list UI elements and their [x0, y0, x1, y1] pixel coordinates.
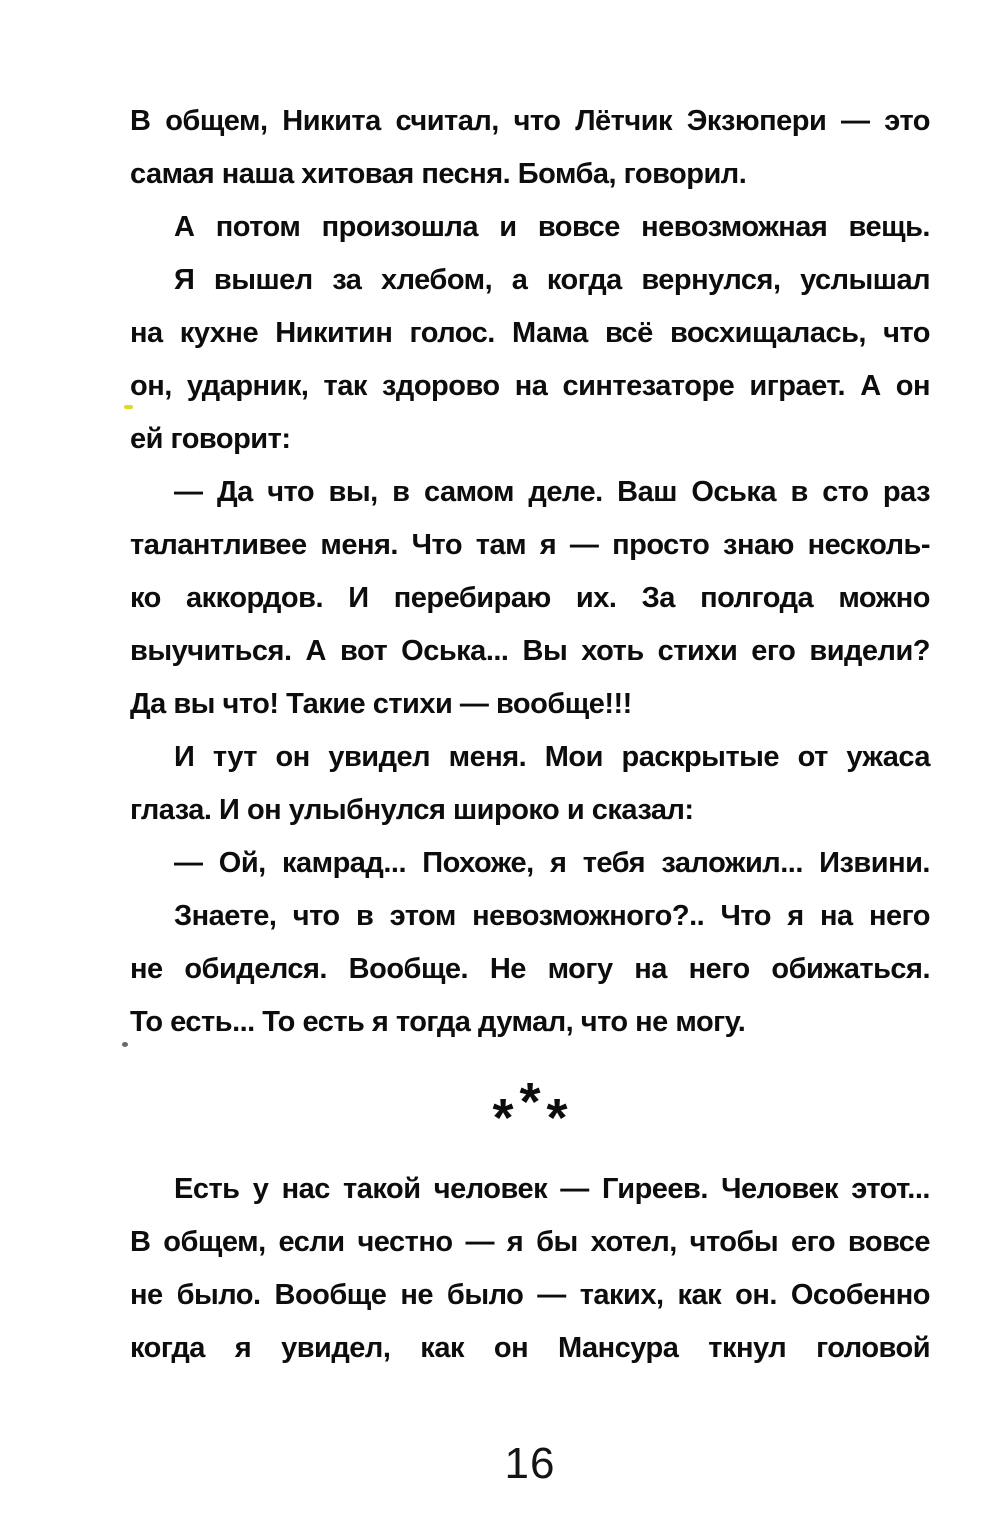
text-line: самая наша хитовая песня. Бомба, говорил. [130, 158, 747, 190]
text-line: выучиться. А вот Оська... Вы хоть стихи его видели? [130, 635, 931, 667]
text-line: он, ударник, так здорово на синтезаторе играет. А он [130, 370, 930, 402]
asterisk-right: * [546, 1088, 568, 1148]
paragraphs-before-separator [130, 95, 930, 1049]
text-line: — Да что вы, в самом деле. Ваш Оська в сто раз [174, 476, 931, 508]
text-line: талантливее меня. Что там я — просто знаю несколь- [130, 529, 930, 561]
text-line: То есть... То есть я тогда думал, что не могу. [130, 1006, 746, 1038]
text-line: Да вы что! Такие стихи — вообще!!! [130, 688, 632, 720]
text-line: В общем, Никита считал, что Лётчик Экзюпери — это [130, 105, 930, 137]
scan-artifact-dot [122, 1042, 128, 1047]
section-separator [130, 1049, 930, 1163]
text-line: В общем, если честно — я бы хотел, чтобы его вовсе [130, 1226, 930, 1258]
text-line: И тут он увидел меня. Мои раскрытые от ужаса [174, 741, 930, 773]
text-line: ей говорит: [130, 423, 291, 455]
page-number: 16 [504, 1439, 556, 1488]
text-line: Я вышел за хлебом, а когда вернулся, услышал [174, 264, 931, 296]
text-line: ко аккордов. И перебираю их. За полгода можно [130, 582, 931, 614]
text-line: не обиделся. Вообще. Не могу на него обижаться. [130, 953, 930, 985]
text-block [130, 95, 930, 1375]
text-line: Знаете, что в этом невозможного?.. Что я на него [174, 900, 930, 932]
text-line: А потом произошла и вовсе невозможная вещь. [174, 211, 930, 243]
text-line: на кухне Никитин голос. Мама всё восхищалась, что [130, 317, 930, 349]
asterisk-left: * [492, 1088, 514, 1148]
text-line: глаза. И он улыбнулся широко и сказал: [130, 794, 694, 826]
text-line: не было. Вообще не было — таких, как он. Особенно [130, 1279, 931, 1311]
text-line: — Ой, камрад... Похоже, я тебя заложил... Извини. [174, 847, 930, 879]
text-line: Есть у нас такой человек — Гиреев. Человек этот... [174, 1173, 930, 1205]
paragraphs-after-separator [130, 1163, 930, 1375]
asterisk-middle: * [519, 1072, 541, 1132]
text-line: когда я увидел, как он Мансура ткнул головой [130, 1332, 931, 1364]
